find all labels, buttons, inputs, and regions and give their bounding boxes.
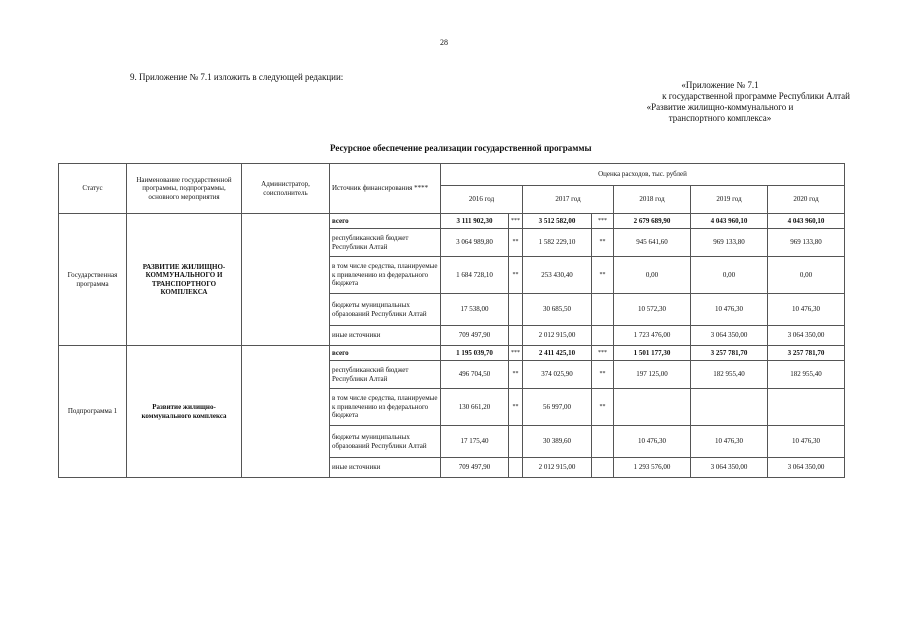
table-row <box>59 346 845 361</box>
program-name-cell: РАЗВИТИЕ ЖИЛИЩНО-КОММУНАЛЬНОГО И ТРАНСПОРТНОГО КОМПЛЕКСА <box>127 214 242 346</box>
value-2020: 182 955,40 <box>768 361 845 389</box>
value-2019: 182 955,40 <box>691 361 768 389</box>
source-cell: республиканский бюджет Республики Алтай <box>330 361 441 389</box>
value-2016: 130 661,20 <box>441 389 509 426</box>
value-2018: 1 293 576,00 <box>614 458 691 478</box>
marker-2016 <box>509 426 523 458</box>
header-admin: Администратор, соисполнитель <box>242 164 330 214</box>
value-2018: 197 125,00 <box>614 361 691 389</box>
value-2019: 10 476,30 <box>691 426 768 458</box>
value-2020: 4 043 960,10 <box>768 214 845 229</box>
header-year-2017: 2017 год <box>523 186 614 214</box>
marker-2017 <box>592 426 614 458</box>
value-2019: 10 476,30 <box>691 294 768 326</box>
value-2018: 945 641,60 <box>614 229 691 257</box>
value-2020: 10 476,30 <box>768 294 845 326</box>
value-2020: 10 476,30 <box>768 426 845 458</box>
value-2017: 2 411 425,10 <box>523 346 592 361</box>
marker-2017: ** <box>592 389 614 426</box>
status-cell: Государственная программа <box>59 214 127 346</box>
header-year-2020: 2020 год <box>768 186 845 214</box>
value-2016: 1 195 039,70 <box>441 346 509 361</box>
appendix-reference <box>590 80 850 124</box>
header-year-2019: 2019 год <box>691 186 768 214</box>
program-name-cell: Развитие жилищно-коммунального комплекса <box>127 346 242 478</box>
value-2016: 17 538,00 <box>441 294 509 326</box>
value-2018: 2 679 689,90 <box>614 214 691 229</box>
value-2019 <box>691 389 768 426</box>
value-2017: 3 512 582,00 <box>523 214 592 229</box>
value-2016: 496 704,50 <box>441 361 509 389</box>
source-cell: в том числе средства, планируемые к привлечению из федерального бюджета <box>330 257 441 294</box>
marker-2017 <box>592 294 614 326</box>
appendix-line-3: «Развитие жилищно-коммунального и <box>646 102 794 112</box>
marker-2017: *** <box>592 346 614 361</box>
value-2017: 30 389,60 <box>523 426 592 458</box>
source-cell: всего <box>330 214 441 229</box>
resource-table <box>58 163 845 478</box>
value-2020: 969 133,80 <box>768 229 845 257</box>
value-2019: 0,00 <box>691 257 768 294</box>
table-row <box>59 214 845 229</box>
value-2016: 1 684 728,10 <box>441 257 509 294</box>
value-2016: 709 497,90 <box>441 326 509 346</box>
value-2020: 3 257 781,70 <box>768 346 845 361</box>
marker-2016: ** <box>509 389 523 426</box>
header-name: Наименование государственной программы, подпрограммы, основного мероприятия <box>127 164 242 214</box>
appendix-line-1: «Приложение № 7.1 <box>681 80 759 90</box>
appendix-line-4: транспортного комплекса» <box>668 113 772 123</box>
status-cell: Подпрограмма 1 <box>59 346 127 478</box>
marker-2017: *** <box>592 214 614 229</box>
value-2019: 969 133,80 <box>691 229 768 257</box>
value-2017: 374 025,90 <box>523 361 592 389</box>
source-cell: иные источники <box>330 326 441 346</box>
source-cell: бюджеты муниципальных образований Республики Алтай <box>330 294 441 326</box>
marker-2017: ** <box>592 361 614 389</box>
resource-table-body <box>59 164 845 478</box>
marker-2017 <box>592 326 614 346</box>
value-2018: 1 723 476,00 <box>614 326 691 346</box>
admin-cell <box>242 346 330 478</box>
header-row <box>59 164 845 186</box>
value-2020 <box>768 389 845 426</box>
marker-2016: *** <box>509 214 523 229</box>
value-2016: 3 111 902,30 <box>441 214 509 229</box>
source-cell: республиканский бюджет Республики Алтай <box>330 229 441 257</box>
value-2017: 56 997,00 <box>523 389 592 426</box>
value-2017: 2 012 915,00 <box>523 326 592 346</box>
value-2018 <box>614 389 691 426</box>
value-2018: 1 501 177,30 <box>614 346 691 361</box>
source-cell: бюджеты муниципальных образований Республики Алтай <box>330 426 441 458</box>
marker-2016 <box>509 326 523 346</box>
marker-2017: ** <box>592 229 614 257</box>
header-source: Источник финансирования **** <box>330 164 441 214</box>
value-2019: 3 257 781,70 <box>691 346 768 361</box>
marker-2017 <box>592 458 614 478</box>
value-2017: 253 430,40 <box>523 257 592 294</box>
marker-2016 <box>509 458 523 478</box>
value-2020: 0,00 <box>768 257 845 294</box>
value-2020: 3 064 350,00 <box>768 458 845 478</box>
marker-2016: ** <box>509 361 523 389</box>
value-2016: 3 064 989,80 <box>441 229 509 257</box>
appendix-line-2: к государственной программе Республики Алтай <box>662 91 850 101</box>
header-status: Статус <box>59 164 127 214</box>
header-year-2016: 2016 год <box>441 186 523 214</box>
source-cell: всего <box>330 346 441 361</box>
document-title: Ресурсное обеспечение реализации государственной программы <box>330 143 592 153</box>
value-2016: 17 175,40 <box>441 426 509 458</box>
value-2018: 10 476,30 <box>614 426 691 458</box>
value-2019: 4 043 960,10 <box>691 214 768 229</box>
header-year-2018: 2018 год <box>614 186 691 214</box>
source-cell: в том числе средства, планируемые к привлечению из федерального бюджета <box>330 389 441 426</box>
marker-2016 <box>509 294 523 326</box>
admin-cell <box>242 214 330 346</box>
value-2018: 0,00 <box>614 257 691 294</box>
marker-2016: ** <box>509 229 523 257</box>
page-number: 28 <box>440 38 448 47</box>
header-estimate: Оценка расходов, тыс. рублей <box>441 164 845 186</box>
source-cell: иные источники <box>330 458 441 478</box>
value-2017: 30 685,50 <box>523 294 592 326</box>
value-2016: 709 497,90 <box>441 458 509 478</box>
value-2019: 3 064 350,00 <box>691 458 768 478</box>
marker-2016: ** <box>509 257 523 294</box>
value-2020: 3 064 350,00 <box>768 326 845 346</box>
value-2017: 2 012 915,00 <box>523 458 592 478</box>
intro-text: 9. Приложение № 7.1 изложить в следующей редакции: <box>130 72 344 82</box>
value-2017: 1 582 229,10 <box>523 229 592 257</box>
value-2018: 10 572,30 <box>614 294 691 326</box>
marker-2016: *** <box>509 346 523 361</box>
marker-2017: ** <box>592 257 614 294</box>
value-2019: 3 064 350,00 <box>691 326 768 346</box>
